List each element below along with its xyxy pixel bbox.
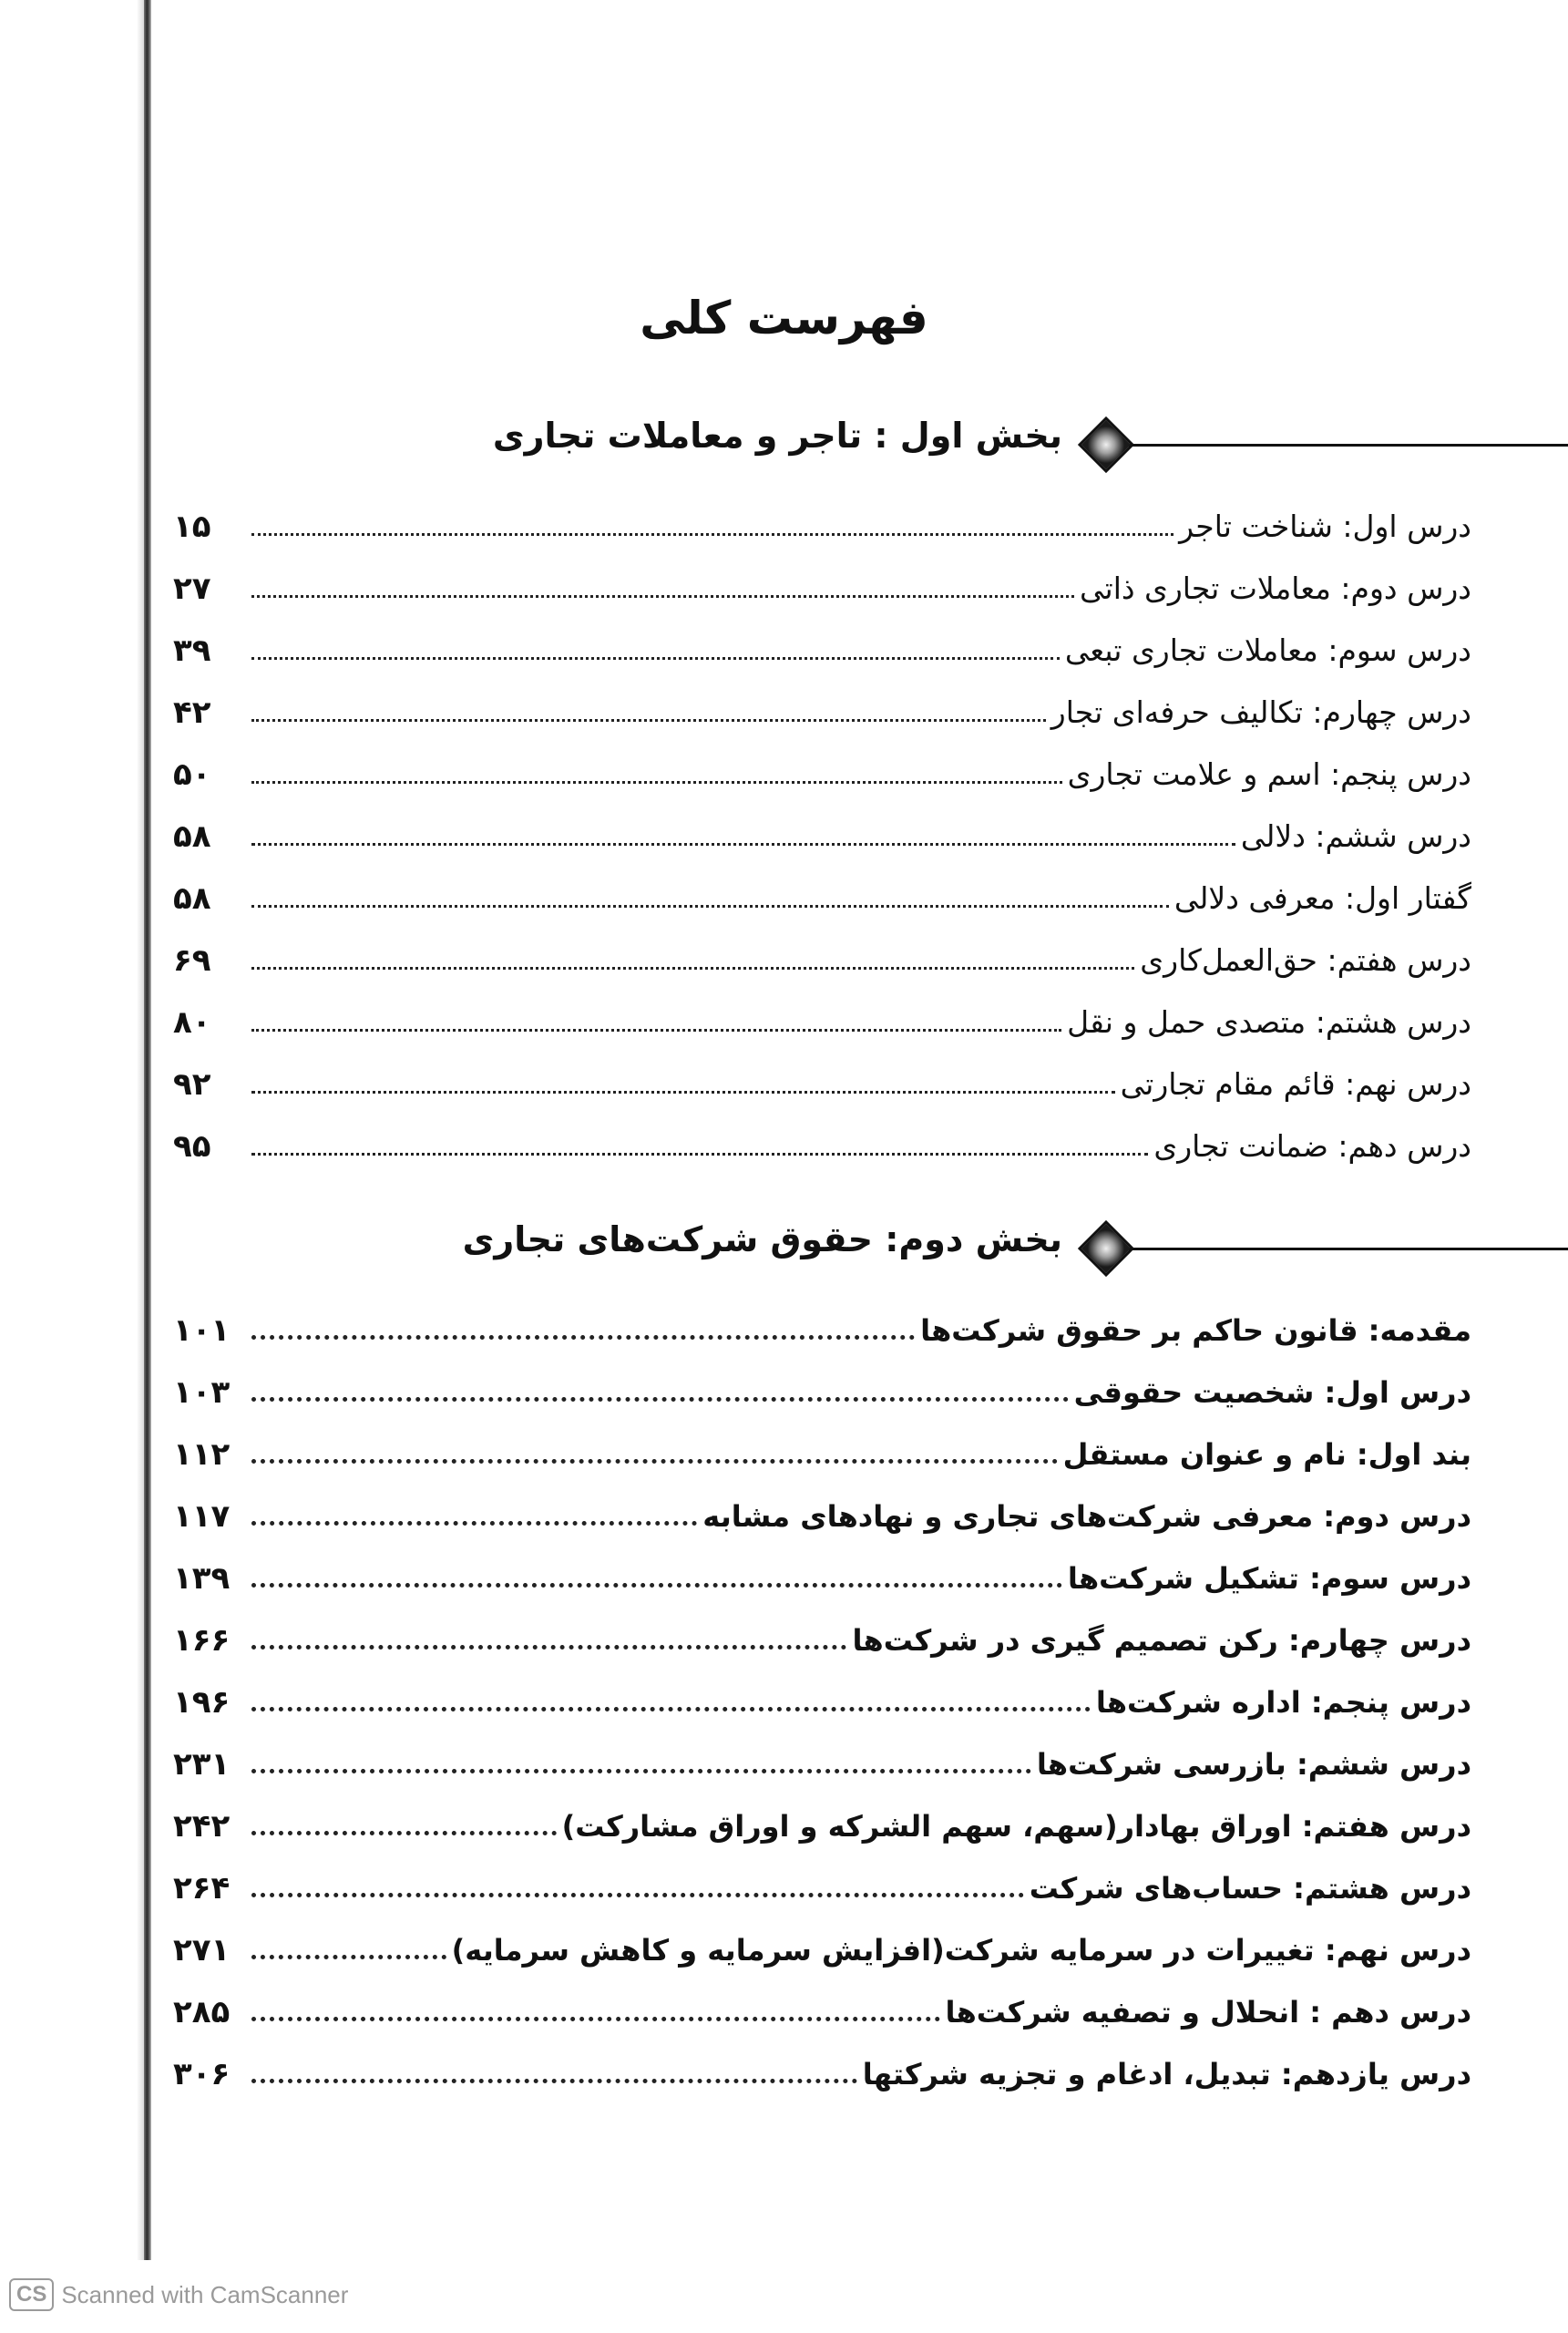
toc-entry-title: درس هفتم: اوراق بهادار(سهم، سهم الشرکه و اوراق مشارکت) <box>561 1809 1471 1844</box>
toc-row[interactable] <box>173 731 1471 793</box>
section-header-1 <box>0 408 1568 481</box>
section-title: بخش دوم: حقوق شرکت‌های تجاری <box>462 1219 1062 1259</box>
toc-row[interactable] <box>173 1287 1471 1349</box>
toc-entry-title: درس نهم: تغییرات در سرمایه شرکت(افزایش سرمایه و کاهش سرمایه) <box>451 1933 1471 1968</box>
scanner-footer-text: Scanned with CamScanner <box>61 2280 349 2308</box>
toc-row[interactable] <box>173 1103 1471 1165</box>
toc-page-number: ۵۸ <box>173 818 211 855</box>
toc-row[interactable] <box>173 855 1471 917</box>
section-header-2 <box>0 1212 1568 1285</box>
toc-row[interactable] <box>173 793 1471 855</box>
dot-leader <box>251 1831 557 1835</box>
toc-entry-title: درس دهم: ضمانت تجاری <box>1153 1128 1471 1164</box>
toc-entry-title: درس دهم : انحلال و تصفیه شرکت‌ها <box>945 1995 1471 2030</box>
toc-page-number: ۵۸ <box>173 880 211 917</box>
toc-entry-title: درس نهم: قائم مقام تجارتی <box>1120 1066 1471 1102</box>
toc-entry-title: درس هفتم: حق‌العمل‌کاری <box>1140 942 1471 978</box>
toc-entry-title: درس دوم: معاملات تجاری ذاتی <box>1080 570 1471 606</box>
toc-row[interactable] <box>173 1349 1471 1411</box>
dot-leader <box>251 1707 1091 1711</box>
toc-page-number: ۹۲ <box>173 1066 211 1103</box>
toc-row[interactable] <box>173 1968 1471 2030</box>
toc-page-number: ۳۹ <box>173 632 211 669</box>
toc-entry-title: درس سوم: معاملات تجاری تبعی <box>1064 632 1471 668</box>
toc-page-number: ۸۰ <box>173 1004 211 1041</box>
toc-row[interactable] <box>173 483 1471 545</box>
section-title: بخش اول : تاجر و معاملات تجاری <box>492 416 1062 456</box>
toc-entry-title: درس اول: شخصیت حقوقی <box>1073 1375 1471 1410</box>
toc-entry-title: درس پنجم: اداره شرکت‌ها <box>1095 1685 1471 1720</box>
toc-entry-title: درس سوم: تشکیل شرکت‌ها <box>1067 1561 1471 1596</box>
dot-leader <box>251 843 1235 846</box>
toc-page-number: ۲۳۱ <box>173 1746 231 1783</box>
dot-leader <box>251 1029 1061 1032</box>
toc-page-number: ۱۳۹ <box>173 1560 231 1597</box>
dot-leader <box>251 1583 1062 1588</box>
dot-leader <box>251 1335 915 1340</box>
camscanner-logo: CS <box>9 2278 54 2311</box>
toc-page-number: ۲۷۱ <box>173 1932 231 1968</box>
toc-page-number: ۳۰۶ <box>173 2056 231 2092</box>
toc-entry-title: درس چهارم: رکن تصمیم گیری در شرکت‌ها <box>852 1623 1471 1658</box>
toc-list-section-2 <box>173 1287 1471 2092</box>
toc-entry-title: درس ششم: بازرسی شرکت‌ها <box>1036 1747 1471 1782</box>
toc-row[interactable] <box>173 1473 1471 1535</box>
dot-leader <box>251 1893 1024 1897</box>
toc-page-number: ۶۹ <box>173 942 211 979</box>
toc-page-number: ۱۶۶ <box>173 1622 231 1659</box>
toc-row[interactable] <box>173 1041 1471 1103</box>
page-title: فهرست کلی <box>640 292 928 344</box>
dot-leader <box>251 657 1060 660</box>
toc-page-number: ۲۷ <box>173 570 211 607</box>
toc-list-section-1 <box>173 483 1471 1165</box>
dot-leader <box>251 1153 1148 1156</box>
dot-leader <box>251 595 1074 598</box>
dot-leader <box>251 2079 857 2083</box>
toc-page-number: ۱۹۶ <box>173 1684 231 1721</box>
toc-row[interactable] <box>173 1845 1471 1906</box>
dot-leader <box>251 1955 446 1959</box>
toc-page-number: ۱۱۷ <box>173 1498 231 1535</box>
toc-page-number: ۱۰۳ <box>173 1374 231 1411</box>
toc-page-number: ۲۶۴ <box>173 1870 231 1906</box>
toc-row[interactable] <box>173 1411 1471 1473</box>
toc-row[interactable] <box>173 1597 1471 1659</box>
dot-leader <box>251 719 1046 722</box>
dot-leader <box>251 781 1062 784</box>
toc-entry-title: درس چهارم: تکالیف حرفه‌ای تجار <box>1050 694 1471 730</box>
section-rule <box>1121 444 1568 447</box>
dot-leader <box>251 1521 697 1526</box>
toc-page-number: ۴۲ <box>173 694 211 731</box>
toc-entry-title: درس یازدهم: تبدیل، ادغام و تجزیه شرکتها <box>862 2057 1471 2091</box>
toc-page-number: ۱۵ <box>173 509 211 545</box>
dot-leader <box>251 533 1173 536</box>
toc-entry-title: درس دوم: معرفی شرکت‌های تجاری و نهادهای مشابه <box>702 1499 1471 1534</box>
toc-row[interactable] <box>173 669 1471 731</box>
dot-leader <box>251 905 1169 908</box>
dot-leader <box>251 1645 846 1650</box>
toc-row[interactable] <box>173 1783 1471 1845</box>
toc-page-number: ۱۰۱ <box>173 1312 231 1349</box>
toc-row[interactable] <box>173 1659 1471 1721</box>
toc-entry-title: درس اول: شناخت تاجر <box>1179 509 1471 544</box>
toc-row[interactable] <box>173 1535 1471 1597</box>
toc-entry-title: درس هشتم: حساب‌های شرکت <box>1029 1871 1471 1906</box>
toc-page-number: ۲۸۵ <box>173 1994 231 2030</box>
toc-page-number: ۲۴۲ <box>173 1808 231 1845</box>
toc-page-number: ۱۱۲ <box>173 1436 231 1473</box>
dot-leader <box>251 967 1134 970</box>
toc-entry-title: درس پنجم: اسم و علامت تجاری <box>1067 756 1471 792</box>
toc-row[interactable] <box>173 545 1471 607</box>
diamond-bullet-icon <box>1078 1220 1134 1277</box>
toc-row[interactable] <box>173 917 1471 979</box>
toc-entry-title: درس ششم: دلالی <box>1240 818 1471 854</box>
toc-page-number: ۵۰ <box>173 756 211 793</box>
section-rule <box>1121 1248 1568 1250</box>
toc-page-number: ۹۵ <box>173 1128 211 1165</box>
toc-row[interactable] <box>173 1906 1471 1968</box>
dot-leader <box>251 1459 1058 1464</box>
dot-leader <box>251 2017 940 2021</box>
dot-leader <box>251 1397 1069 1402</box>
scanner-footer <box>9 2278 348 2311</box>
diamond-bullet-icon <box>1078 416 1134 473</box>
toc-row[interactable] <box>173 979 1471 1041</box>
toc-entry-title: بند اول: نام و عنوان مستقل <box>1062 1437 1471 1472</box>
toc-row[interactable] <box>173 607 1471 669</box>
toc-entry-title: درس هشتم: متصدی حمل و نقل <box>1067 1004 1471 1040</box>
toc-row[interactable] <box>173 2030 1471 2092</box>
dot-leader <box>251 1769 1031 1773</box>
dot-leader <box>251 1091 1115 1094</box>
toc-row[interactable] <box>173 1721 1471 1783</box>
toc-entry-title: گفتار اول: معرفی دلالی <box>1173 880 1471 916</box>
toc-entry-title: مقدمه: قانون حاکم بر حقوق شرکت‌ها <box>920 1313 1471 1348</box>
